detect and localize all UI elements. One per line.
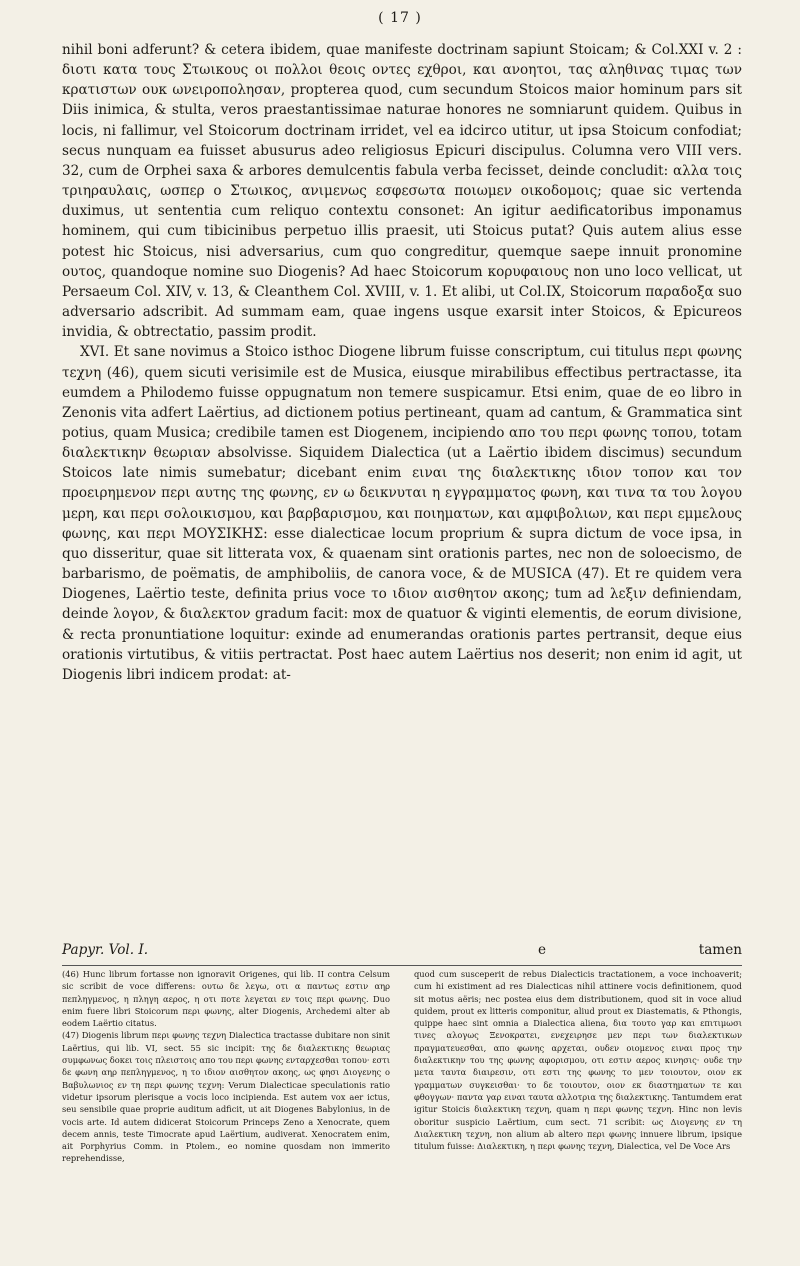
footnote-46: (46) Hunc librum fortasse non ignoravit Origenes, qui lib. II contra Celsum sic scribit de voce differens: ουτω δε λεγω, οτι α παντως εστιν αηρ πεπληγμενος, η πληγη αερος, η οτι ποτε λεγεται εν τοις περι φωνης. Duo enim fuere libri Stoicorum περι φωνης, alter Diogenis, Archedemi alter ab eodem Laërtio citatus. (62, 969, 390, 1029)
paragraph-1: nihil boni adferunt? & cetera ibidem, quae manifeste doctrinam sapiunt Stoicam; & Col.XXI v. 2 : διοτι κατα τους Στωικους οι πολλοι θεοις οντες εχθροι, και ανοητοι, τας αληθινας τιμας των κρατιστων ουκ ωνειροπολησαν, propterea quod, cum secundum Stoicos maior hominum pars sit Diis inimica, & stulta, veros praestantissimae naturae honores ne somniarunt quidem. Quibus in locis, ni fallimur, vel Stoicorum doctrinam irridet, vel ea idcirco utitur, ut ipsa Stoicum confodiat; secus nunquam ea fuisset abusurus adeo religiosus Epicuri discipulus. Columna vero VIII vers. 32, cum de Orphei saxa & arbores demulcentis fabula verba fecisset, deinde concludit: αλλα τοις τριηραυλαις, ωσπερ ο Στωικος, ανιμενως εσφεσωτα ποιωμεν οικοδομοις; quae sic vertenda duximus, ut sententia cum reliquo contextu consonet: An igitur aedificatoribus imponamus hominem, qui cum tibicinibus perpetuo illis praesit, uti Stoicus putat? Quis autem alius esse potest hic Stoicus, nisi adversarius, cum quo congreditur, quemque saepe innuit pronomine ουτος, quandoque nomine suo Diogenis? Ad haec Stoicorum κορυφαιους non uno loco vellicat, ut Persaeum Col. XIV, v. 13, & Cleanthem Col. XVIII, v. 1. Et alibi, ut Col.IX, Stoicorum παραδοξα suo adversario adscribit. Ad summam eam, quae ingens usque exarsit inter Stoicos, & Epicureos invidia, & obtrectatio, passim prodit. (62, 42, 742, 341)
footnote-column-left (62, 968, 390, 1165)
catchword: tamen (698, 942, 742, 958)
page-number: ( 17 ) (378, 10, 422, 26)
footnote-47-continued: quod cum susceperit de rebus Dialecticis tractationem, a voce inchoaverit; cum hi existiment ad res Dialecticas nihil attinere vocis definitionem, quod sit motus aëris; nec postea eius dem distributionem, quod sit in voce aliud quidem, prout ex litteris componitur, aliud prout ex Diastematis, & Pthongis, quippe haec sint omnia a Dialectica aliena, δια τουτο γαρ και επιτιμωσι τινες αλογως Ξενοκρατει, ενεχειρησε μεν περι των διαλεκτικων πραγματευεσθαι, απο φωνης αρχεται, ουδεν οιομενος ειναι προς την διαλεκτικην του της φωνης αφορισμου, οτι εστιν αερος κινησις· ουδε την μετα ταυτα διαιρεσιν, οτι εστι της φωνης το μεν τοιουτον, οιον εκ γραμματων συγκεισθαι· το δε τοιουτον, οιον εκ διαστηματων τε και φθογγων· παντα γαρ ειναι ταυτα αλλοτρια της διαλεκτικης. Tantumdem erat igitur Stoicis διαλεκτικη τεχνη, quam η περι φωνης τεχνη. Hinc non levis oboritur suspicio Laërtium, cum sect. 71 scribit: ως Διογενης εν τη Διαλεκτικη τεχνη, non alium ab altero περι φωνης innuere librum, ipsique titulum fuisse: Διαλεκτικη, η περι φωνης τεχνη, Dialectica, vel De Voce Ars (414, 969, 742, 1152)
signature-mark: e (538, 942, 547, 958)
footnote-47: (47) Diogenis librum περι φωνης τεχνη Dialectica tractasse dubitare non sinit Laërtius, qui lib. VI, sect. 55 sic incipit: της δε διαλεκτικης θεωριας συμφωνως δοκει τοις πλειστοις απο του περι φωνης ενταρχεσθαι τοπου· εστι δε φωνη αηρ πεπληγμενος, η το ιδιον αισθητον ακοης, ως φησι Διογενης ο Βαβυλωνιος εν τη περι φωνης τεχνη: Verum Dialecticae speculationis ratio videtur ipsorum plerisque a vocis loco incipienda. Est autem vox aer ictus, seu sensibile quae proprie auditum adficit, ut ait Diogenes Babylonius, in de vocis arte. Id autem didicerat Stoicorum Princeps Zeno a Xenocrate, quem decem annis, teste Timocrate apud Laërtium, audiverat. Xenocratem enim, ait Porphyrius Comm. in Ptolem., eo nomine quosdam non immerito reprehendisse, (62, 1030, 390, 1164)
footnote-column-right (414, 968, 742, 1152)
running-title: Papyr. Vol. I. (62, 942, 149, 958)
main-text (62, 40, 742, 685)
paragraph-2: XVI. Et sane novimus a Stoico isthoc Diogene librum fuisse conscriptum, cui titulus περι φωνης τεχνη (46), quem sicuti verisimile est de Musica, eiusque mirabilibus effectibus pertractasse, ita eumdem a Philodemo fuisse oppugnatum non temere suspicamur. Etsi enim, quae de eo libro in Zenonis vita adfert Laërtius, ad dictionem potius pertineant, quam ad cantum, & Grammatica sint potius, quam Musica; credibile tamen est Diogenem, incipiendo απο του περι φωνης τοπου, totam διαλεκτικην θεωριαν absolvisse. Siquidem Dialectica (ut a Laërtio ibidem discimus) secundum Stoicos late nimis sumebatur; dicebant enim ειναι της διαλεκτικης ιδιον τοπον και τον προειρημενον περι αυτης της φωνης, εν ω δεικνυται η εγγραμματος φωνη, και τινα τα του λογου μερη, και περι σολοικισμου, και βαρβαρισμου, και ποιηματων, και αμφιβολιων, και περι εμμελους φωνης, και περι ΜΟΥΣΙΚΗΣ: esse dialecticae locum proprium & supra dictum de voce ipsa, in quo disseritur, quae sit litterata vox, & quaenam sint orationis partes, nec non de soloecismo, de barbarismo, de poëmatis, de amphiboliis, de canora voce, & de MUSICA (47). Et re quidem vera Diogenes, Laërtio teste, definita prius voce το ιδιον αισθητον ακοης; tum ad λεξιν definiendam, deinde λογον, & διαλεκτον gradum facit: mox de quatuor & viginti elementis, de eorum divisione, & recta pronuntiatione loquitur: exinde ad enumerandas orationis partes pertransit, deque eius orationis virtutibus, & vitiis pertractat. Post haec autem Laërtius nos deserit; non enim id agit, ut Diogenis libri indicem prodat: at- (62, 344, 742, 683)
footnote-rule (62, 965, 742, 966)
page-footer (62, 940, 742, 960)
